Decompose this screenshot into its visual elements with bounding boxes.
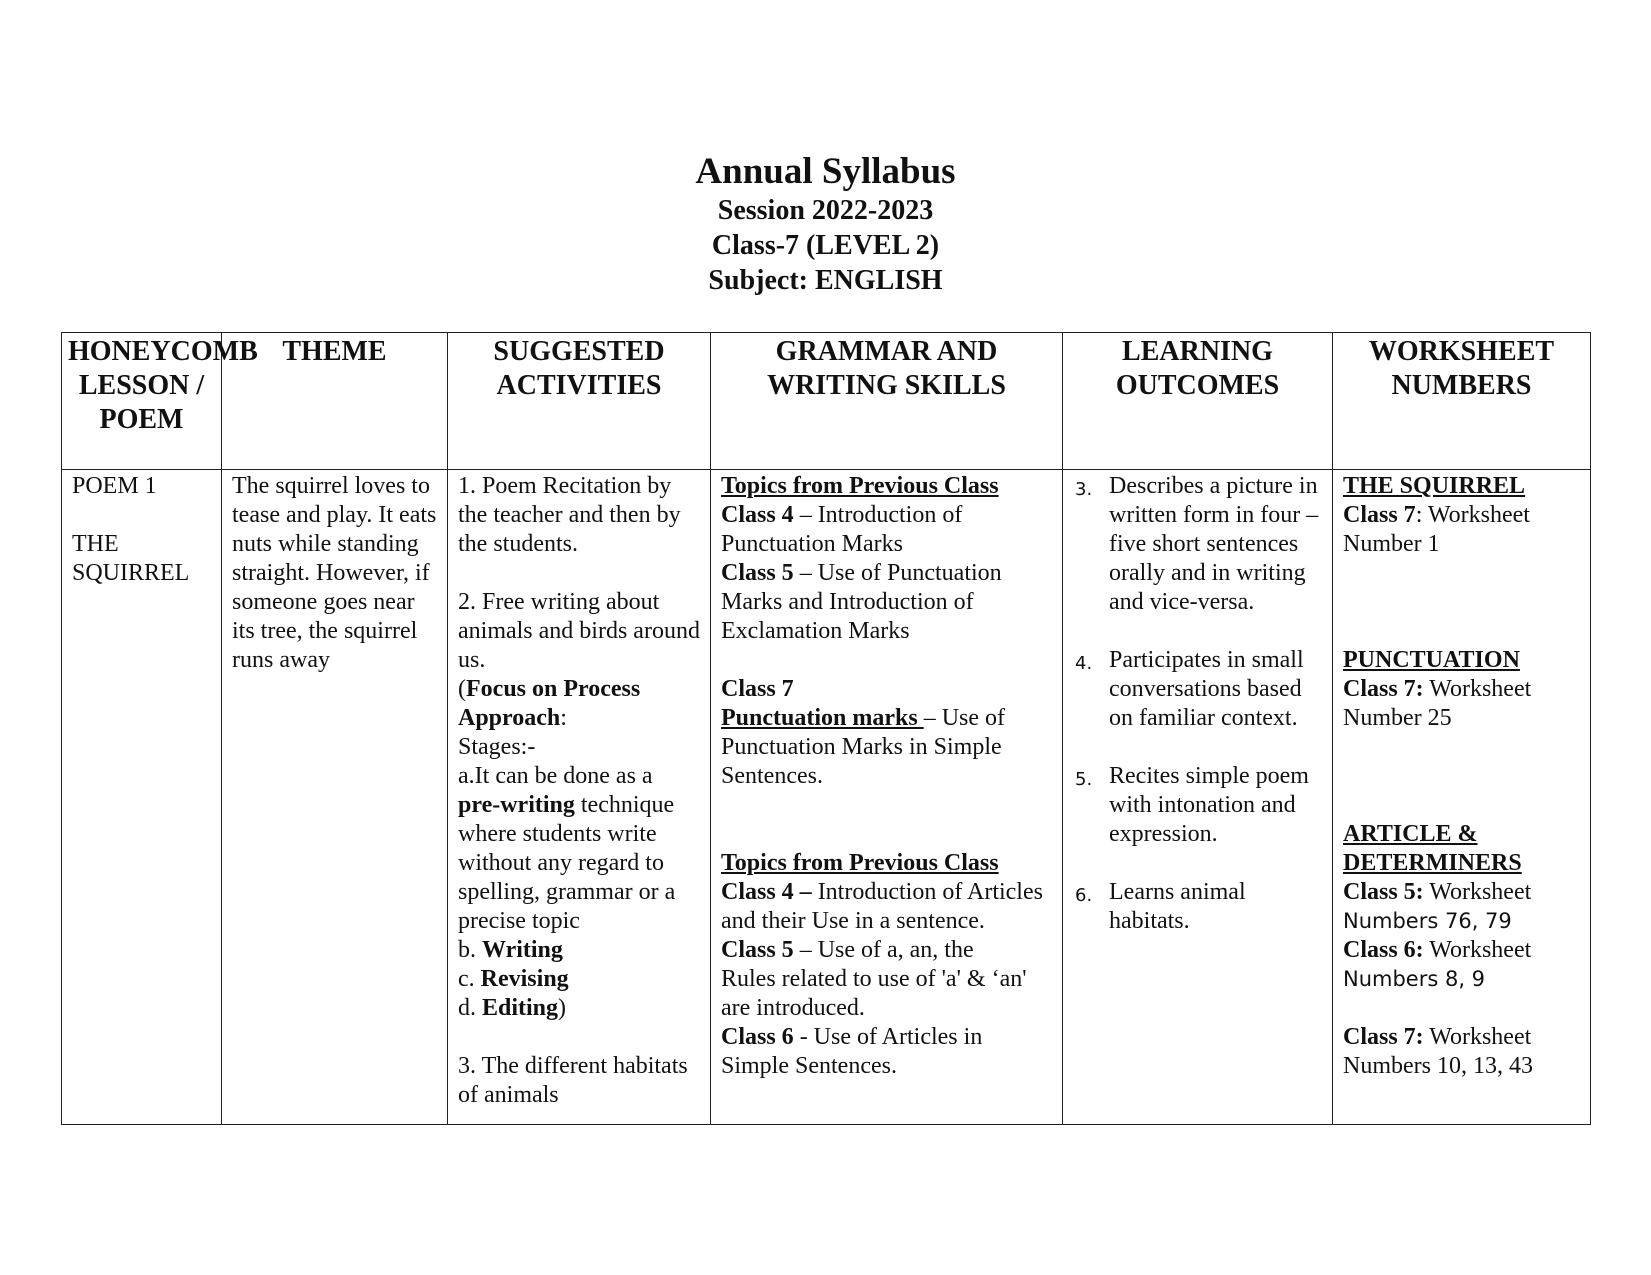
focus-label: Focus on Process Approach [458,676,641,731]
squirrel-heading: THE SQUIRREL [1343,473,1526,499]
lesson-cell [62,470,222,1125]
article-heading: ARTICLE & DETERMINERS [1343,821,1522,876]
stage-a: a.It can be done as a pre-writing technique where students write without any regard to spelling, grammar or a precise topic [458,763,676,934]
table-row [62,470,1591,1125]
article-class5-numbers: Numbers 76, 79 [1343,909,1512,933]
focus-line: (Focus on Process Approach: [458,676,641,731]
table-header-row [62,333,1591,470]
article-class7: Class 7: Worksheet [1343,1024,1532,1050]
stage-c: c. Revising [458,966,569,992]
activity-3: 3. The different habitats of animals [458,1053,688,1108]
worksheets-cell [1333,470,1591,1125]
col-header-activities: SUGGESTED ACTIVITIES [448,333,711,470]
grammar-class4: Class 4 – Introduction of Punctuation Marks [721,502,963,557]
col-header-theme: THEME [222,333,448,470]
grammar-articles-rules: Rules related to use of 'a' & ‘an' are introduced. [721,966,1027,1021]
article-class7-numbers: Numbers 10, 13, 43 [1343,1053,1533,1079]
punctuation-worksheet-number: Number 25 [1343,705,1452,731]
grammar-class7-label: Class 7 [721,676,794,702]
col-header-outcomes: LEARNING OUTCOMES [1063,333,1333,470]
session-label: Session 2022-2023 [717,195,934,226]
previous-topics-heading: Topics from Previous Class [721,473,999,499]
list-item: 3. Describes a picture in written form in four –five short sentences orally and in writing and vice-versa. [1075,473,1319,615]
stage-b: b. Writing [458,937,563,963]
squirrel-worksheet: Class 7: Worksheet Number 1 [1343,502,1530,557]
grammar-punctuation: Punctuation marks – Use of Punctuation Marks in Simple Sentences. [721,705,1006,789]
poem-title-line1: THE [72,531,119,557]
list-item: 6. Learns animal habitats. [1075,879,1246,934]
stages-label: Stages:- [458,734,536,760]
list-item: 5. Recites simple poem with intonation and expression. [1075,763,1309,847]
activity-2: 2. Free writing about animals and birds around us. [458,589,700,673]
class-label: Class-7 (LEVEL 2) [711,230,940,261]
grammar-articles-class5: Class 5 – Use of a, an, the [721,937,974,963]
list-item: 4. Participates in small conversations based on familiar context. [1075,647,1304,731]
grammar-class5: Class 5 – Use of Punctuation Marks and Introduction of Exclamation Marks [721,560,1002,644]
col-header-worksheets: WORKSHEET NUMBERS [1333,333,1591,470]
poem-title-line2: SQUIRREL [72,560,190,586]
activities-cell [448,470,711,1125]
theme-text: The squirrel loves to tease and play. It eats nuts while standing straight. However, if someone goes near its tree, the squirrel runs away [232,473,437,673]
grammar-articles-class4: Class 4 – Introduction of Articles and their Use in a sentence. [721,879,1043,934]
stage-d: d. Editing) [458,995,567,1021]
subject-label: Subject: ENGLISH [708,265,943,296]
poem-number: POEM 1 [72,473,157,499]
col-header-lesson: HONEYCOMB LESSON / POEM [62,333,222,470]
article-class6: Class 6: Worksheet [1343,937,1532,963]
previous-topics-heading-2: Topics from Previous Class [721,850,999,876]
punctuation-heading: PUNCTUATION [1343,647,1520,673]
outcomes-list [1073,472,1322,936]
activity-1: 1. Poem Recitation by the teacher and then by the students. [458,473,681,557]
grammar-articles-class6: Class 6 - Use of Articles in Simple Sentences. [721,1024,983,1079]
grammar-cell [711,470,1063,1125]
punctuation-worksheet: Class 7: Worksheet [1343,676,1532,702]
syllabus-table [61,332,1591,1125]
article-class5: Class 5: Worksheet [1343,879,1532,905]
col-header-grammar: GRAMMAR AND WRITING SKILLS [711,333,1063,470]
article-class6-numbers: Numbers 8, 9 [1343,967,1486,991]
page-title: Annual Syllabus [695,151,956,192]
outcomes-cell [1063,470,1333,1125]
theme-cell [222,470,448,1125]
